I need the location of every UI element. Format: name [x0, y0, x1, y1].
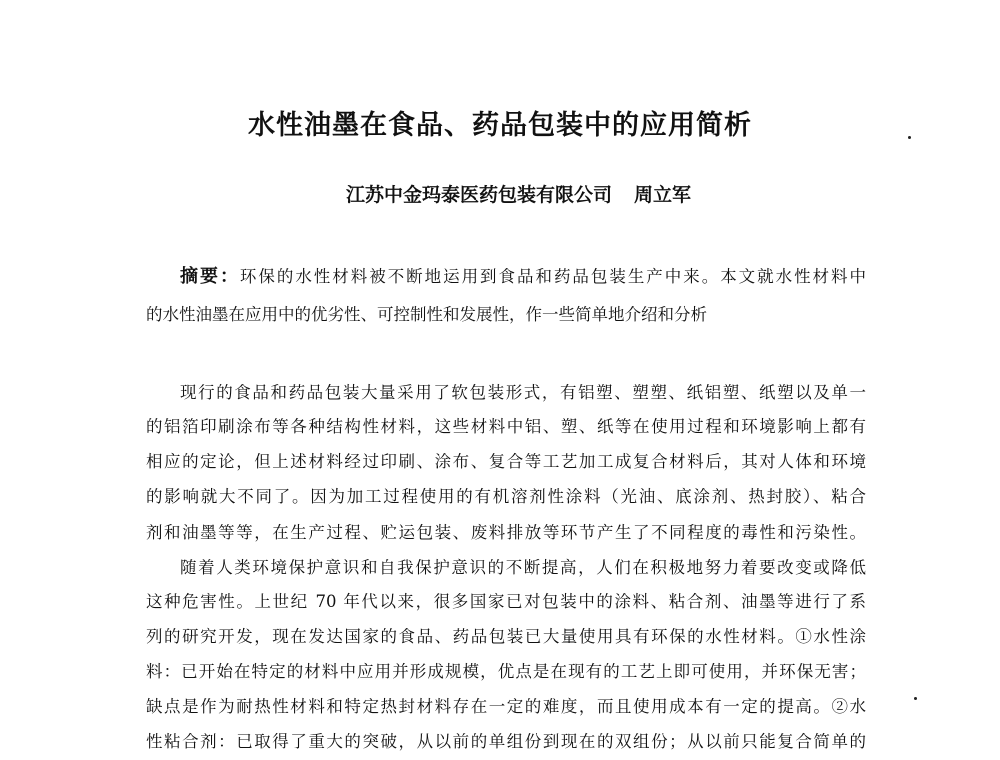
body-line: 随着人类环境保护意识和自我保护意识的不断提高，人们在积极地努力着要改变或降低: [180, 558, 866, 577]
abstract-text: 环保的水性材料被不断地运用到食品和药品包装生产中来。本文就水性材料中: [239, 267, 866, 286]
abstract-label: 摘要：: [180, 266, 240, 287]
byline: [346, 180, 691, 207]
body-line: 缺点是作为耐热性材料和特定热封材料存在一定的难度，而且使用成本有一定的提高。②水: [146, 697, 866, 716]
scan-speck: [914, 697, 917, 700]
body-line: 相应的定论，但上述材料经过印刷、涂布、复合等工艺加工成复合材料后，其对人体和环境: [146, 452, 866, 471]
body-line: 性粘合剂：已取得了重大的突破，从以前的单组份到现在的双组份；从以前只能复合简单的: [146, 732, 866, 751]
author: 周立军: [634, 184, 692, 206]
scan-speck: [908, 136, 911, 139]
body-line: 这种危害性。上世纪 70 年代以来，很多国家已对包装中的涂料、粘合剂、油墨等进行了系: [146, 592, 866, 611]
body-line: 剂和油墨等等，在生产过程、贮运包装、废料排放等环节产生了不同程度的毒性和污染性。: [146, 523, 866, 542]
body-line: 列的研究开发，现在发达国家的食品、药品包装已大量使用具有环保的水性材料。①水性涂: [146, 627, 866, 646]
abstract-line: 的水性油墨在应用中的优劣性、可控制性和发展性，作一些简单地介绍和分析: [146, 305, 707, 324]
abstract-line: [180, 262, 866, 288]
paper-title: 水性油墨在食品、药品包装中的应用简析: [248, 110, 752, 141]
body-line: 现行的食品和药品包装大量采用了软包装形式，有铝塑、塑塑、纸铝塑、纸塑以及单一: [180, 383, 866, 402]
body-line: 的铝箔印刷涂布等各种结构性材料，这些材料中铝、塑、纸等在使用过程和环境影响上都有: [146, 417, 866, 436]
body-line: 料：已开始在特定的材料中应用并形成规模，优点是在现有的工艺上即可使用，并环保无害；: [146, 662, 866, 681]
affiliation: 江苏中金玛泰医药包装有限公司: [346, 184, 613, 206]
body-line: 的影响就大不同了。因为加工过程使用的有机溶剂性涂料（光油、底涂剂、热封胶）、粘合: [146, 487, 866, 506]
